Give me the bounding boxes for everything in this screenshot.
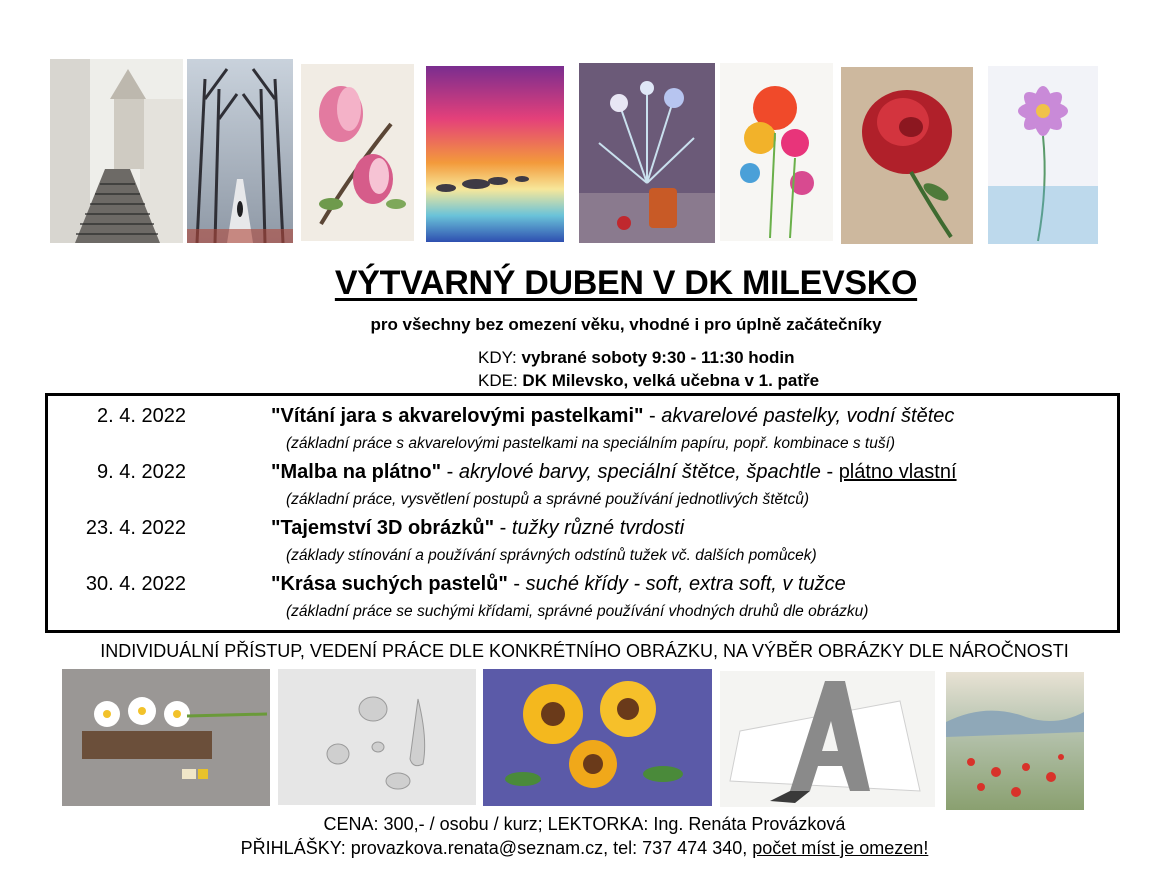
course-date: 30. 4. 2022 <box>85 573 186 595</box>
artwork-daisies <box>62 669 270 806</box>
course-line <box>271 573 846 596</box>
course-separator: - <box>494 517 512 539</box>
artwork-winter-alley <box>187 59 293 243</box>
course-title: "Vítání jara s akvarelovými pastelkami" <box>271 405 644 427</box>
course-note: (základní práce s akvarelovými pastelkami na speciálním papíru, popř. kombinace s tuší) <box>286 435 896 452</box>
page-title: VÝTVARNÝ DUBEN V DK MILEVSKO <box>334 264 918 302</box>
subtitle: pro všechny bez omezení věku, vhodné i pro úplně začátečníky <box>370 315 882 334</box>
artwork-3d-letter-a <box>720 671 935 807</box>
when-line <box>478 348 795 368</box>
course-materials: akrylové barvy, speciální štětce, špachtle <box>458 461 821 483</box>
course-date: 9. 4. 2022 <box>97 461 186 483</box>
course-title: "Malba na plátno" <box>271 461 442 483</box>
where-value: DK Milevsko, velká učebna v 1. patře <box>522 371 820 390</box>
artwork-poppy-meadow <box>946 672 1084 810</box>
price-lecturer-line: CENA: 300,- / osobu / kurz; LEKTORKA: Ing. Renáta Provázková <box>323 814 846 834</box>
course-line <box>271 405 954 428</box>
course-title: "Krása suchých pastelů" <box>271 573 508 595</box>
course-note: (základní práce, vysvětlení postupů a správné používání jednotlivých štětců) <box>286 491 809 508</box>
approach-banner: INDIVIDUÁLNÍ PŘÍSTUP, VEDENÍ PRÁCE DLE KONKRÉTNÍHO OBRÁZKU, NA VÝBĚR OBRÁZKY DLE NÁROČNOSTI <box>100 641 1069 661</box>
artwork-sunset-sea <box>426 66 564 242</box>
when-label: KDY: <box>478 348 517 367</box>
artwork-abstract-flowers <box>720 63 833 241</box>
signup-line <box>0 838 1169 859</box>
artwork-flower-vase <box>579 63 715 243</box>
artwork-pink-cosmos <box>988 66 1098 244</box>
course-line <box>271 461 957 484</box>
signup-contact: PŘIHLÁŠKY: provazkova.renata@seznam.cz, tel: 737 474 340, <box>240 838 753 858</box>
course-separator: - <box>820 461 839 483</box>
artwork-red-rose <box>841 67 973 244</box>
course-materials: suché křídy - soft, extra soft, v tužce <box>525 573 846 595</box>
course-own-canvas: plátno vlastní <box>838 461 957 483</box>
course-separator: - <box>507 573 526 595</box>
where-line <box>478 371 819 391</box>
course-date: 2. 4. 2022 <box>97 405 186 427</box>
artwork-street-church <box>50 59 183 243</box>
course-line <box>271 517 684 540</box>
course-materials: akvarelové pastelky, vodní štětec <box>661 405 955 427</box>
course-note: (základní práce se suchými křídami, správné používání vhodných druhů dle obrázku) <box>286 603 869 620</box>
course-note: (základy stínování a používání správných odstínů tužek vč. dalších pomůcek) <box>286 547 817 564</box>
limited-places-note: počet míst je omezen! <box>752 838 929 858</box>
where-label: KDE: <box>478 371 518 390</box>
artwork-water-drops <box>278 669 476 805</box>
course-date: 23. 4. 2022 <box>85 517 186 539</box>
schedule-box <box>45 393 1120 633</box>
course-separator: - <box>643 405 662 427</box>
course-materials: tužky různé tvrdosti <box>511 517 685 539</box>
when-value: vybrané soboty 9:30 - 11:30 hodin <box>521 348 795 367</box>
artwork-sunflowers <box>483 669 712 806</box>
course-separator: - <box>441 461 459 483</box>
course-title: "Tajemství 3D obrázků" <box>271 517 495 539</box>
artwork-magnolia <box>301 64 414 241</box>
